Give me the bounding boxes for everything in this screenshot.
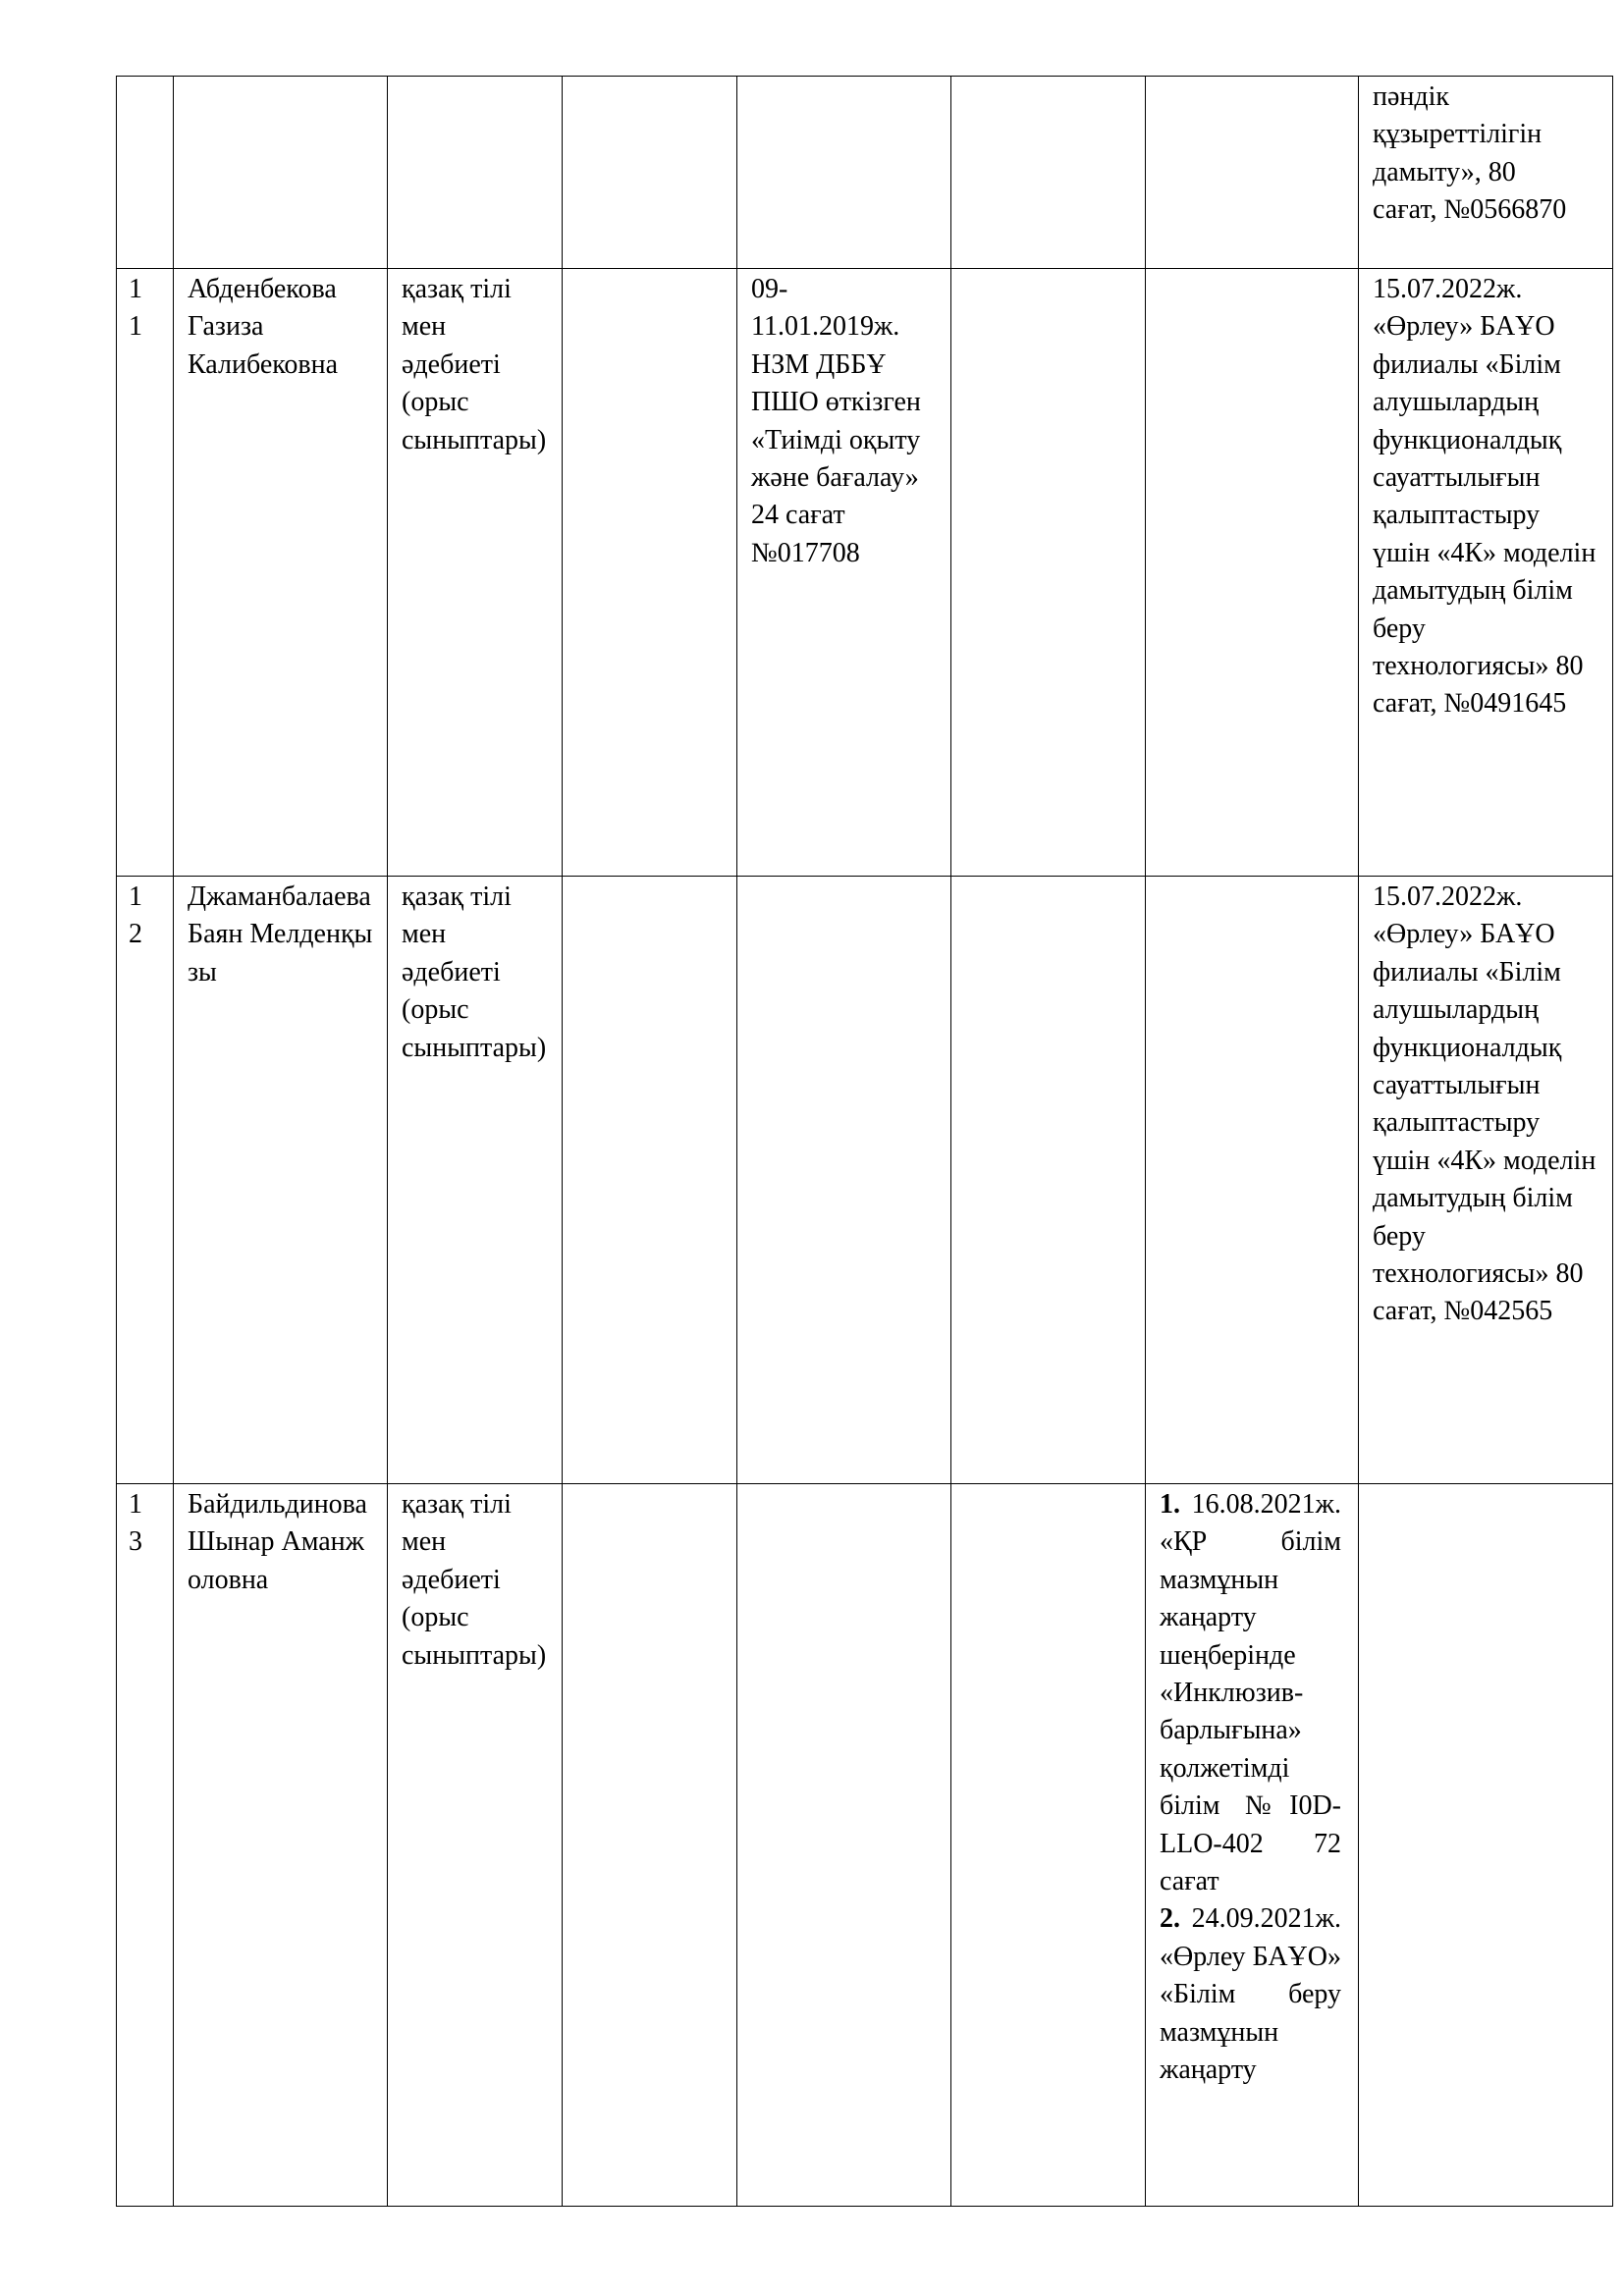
list-item-number: 2. [1160, 1903, 1180, 1935]
cell-subject [388, 1484, 563, 2207]
cell-col-h [1359, 77, 1613, 269]
cell-col-e [737, 877, 951, 1484]
row-number: 11 [129, 274, 142, 343]
list-item-text: 24.09.2021ж. «Өрлеу БАҰО» «Білім беру мазмұнын жаңарту [1160, 1903, 1341, 2086]
cell-col-e [737, 269, 951, 877]
cell-col-d [563, 77, 737, 269]
cell-col-h [1359, 1484, 1613, 2207]
cell-col-e [737, 77, 951, 269]
course-text: 15.07.2022ж. «Өрлеу» БАҰО филиалы «Білім алушылардың функционалдық сауаттылығын қалыптастыру үшін «4К» моделін дамытудың білім беру технологиясы» 80 сағат, №042565 [1373, 881, 1597, 1327]
table-row [117, 269, 1613, 877]
list-item-text: 16.08.2021ж. «ҚР білім мазмұнын жаңарту шеңберінде «Инклюзив-барлығына» қолжетімді білім №I0D-LLO-402 72 сағат [1160, 1489, 1341, 1897]
subject-text: қазақ тілі мен әдебиеті (орыс сыныптары) [402, 274, 547, 455]
cell-col-h [1359, 877, 1613, 1484]
cell-col-g [1146, 269, 1359, 877]
table-row [117, 877, 1613, 1484]
cell-col-d [563, 877, 737, 1484]
cell-subject [388, 269, 563, 877]
cell-num [117, 877, 174, 1484]
cell-col-g [1146, 1484, 1359, 2207]
list-item-number: 1. [1160, 1489, 1180, 1520]
cell-col-h [1359, 269, 1613, 877]
subject-text: қазақ тілі мен әдебиеті (орыс сыныптары) [402, 1489, 547, 1671]
row-number: 13 [129, 1489, 142, 1558]
list-item [1160, 1486, 1341, 1900]
cell-subject [388, 77, 563, 269]
cell-name [174, 269, 388, 877]
course-text: 15.07.2022ж. «Өрлеу» БАҰО филиалы «Білім алушылардың функционалдық сауаттылығын қалыптастыру үшін «4К» моделін дамытудың білім беру технологиясы» 80 сағат, №0491645 [1373, 274, 1597, 720]
subject-text: қазақ тілі мен әдебиеті (орыс сыныптары) [402, 881, 547, 1063]
cell-subject [388, 877, 563, 1484]
cell-col-d [563, 1484, 737, 2207]
cell-num [117, 77, 174, 269]
cell-col-g [1146, 877, 1359, 1484]
cell-col-f [951, 1484, 1146, 2207]
course-text: 09-11.01.2019ж. НЗМ ДББҰ ПШО өткізген «Тиімді оқыту және бағалау» 24 сағат №017708 [751, 274, 921, 568]
cell-num [117, 269, 174, 877]
teacher-name: Байдильдинова Шынар Аманжоловна [188, 1489, 367, 1595]
cell-col-f [951, 877, 1146, 1484]
list-item [1160, 1900, 1341, 2089]
cell-name [174, 877, 388, 1484]
cell-name [174, 1484, 388, 2207]
cell-col-e [737, 1484, 951, 2207]
teacher-name: Джаманбалаева Баян Мелденқызы [188, 881, 373, 988]
cell-col-d [563, 269, 737, 877]
course-list [1146, 1484, 1351, 2094]
cell-col-g [1146, 77, 1359, 269]
cell-col-f [951, 269, 1146, 877]
table-row [117, 1484, 1613, 2207]
cell-name [174, 77, 388, 269]
courses-table [116, 76, 1613, 2207]
row-number: 12 [129, 881, 142, 950]
teacher-name: Абденбекова Газиза Калибековна [188, 274, 339, 380]
cell-col-f [951, 77, 1146, 269]
course-text: пәндік құзыреттілігін дамыту», 80 сағат, №0566870 [1373, 81, 1567, 226]
table-row [117, 77, 1613, 269]
cell-num [117, 1484, 174, 2207]
